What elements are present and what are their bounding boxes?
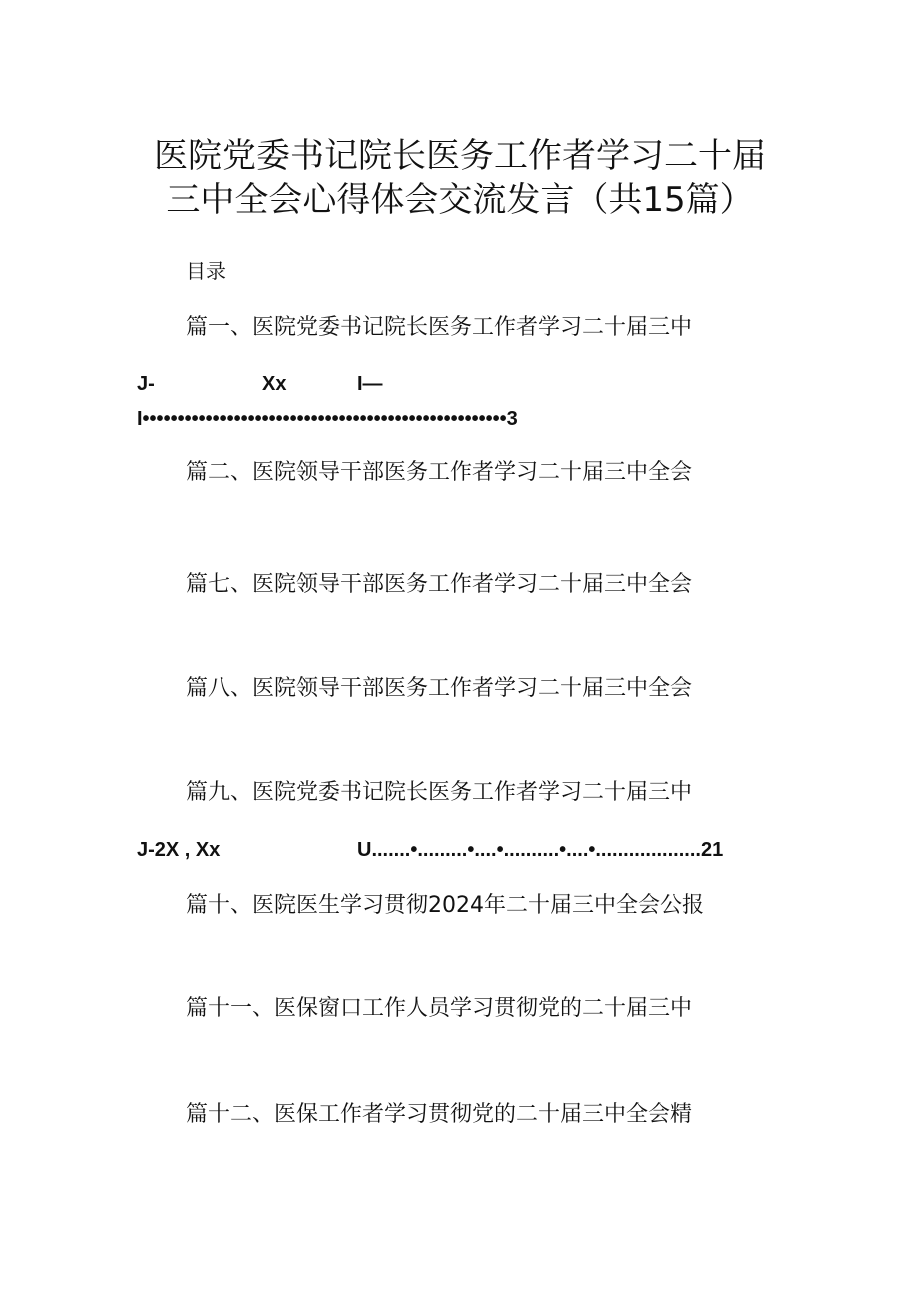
toc-entry-1-fragment-b: Xx — [262, 373, 287, 395]
toc-entry-7[interactable]: 篇十一、医保窗口工作人员学习贯彻党的二十届三中 — [186, 996, 693, 1021]
toc-entry-5-fragment-a: J-2X , Xx — [137, 839, 221, 861]
toc-entry-1-page-leader: I••••••••••••••••••••••••••••••••••••••••••••••••••••3 — [137, 408, 518, 430]
toc-entry-1-fragment-a: J- — [137, 373, 155, 395]
toc-entry-5-page-leader: U.......•.........•....•..........•....•...................21 — [357, 839, 724, 861]
toc-entry-4[interactable]: 篇八、医院领导干部医务工作者学习二十届三中全会 — [186, 676, 693, 701]
document-title-line-2: 三中全会心得体会交流发言（共15篇） — [166, 180, 754, 220]
toc-entry-1[interactable]: 篇一、医院党委书记院长医务工作者学习二十届三中 — [186, 315, 693, 340]
toc-entry-5[interactable]: 篇九、医院党委书记院长医务工作者学习二十届三中 — [186, 780, 693, 805]
document-title-line-1: 医院党委书记院长医务工作者学习二十届 — [154, 136, 766, 176]
toc-heading: 目录 — [186, 259, 226, 283]
toc-entry-6[interactable]: 篇十、医院医生学习贯彻2024年二十届三中全会公报 — [186, 893, 704, 918]
toc-entry-1-fragment-c: I— — [357, 373, 383, 395]
toc-entry-2[interactable]: 篇二、医院领导干部医务工作者学习二十届三中全会 — [186, 460, 693, 485]
toc-entry-3[interactable]: 篇七、医院领导干部医务工作者学习二十届三中全会 — [186, 572, 693, 597]
toc-entry-8[interactable]: 篇十二、医保工作者学习贯彻党的二十届三中全会精 — [186, 1102, 693, 1127]
